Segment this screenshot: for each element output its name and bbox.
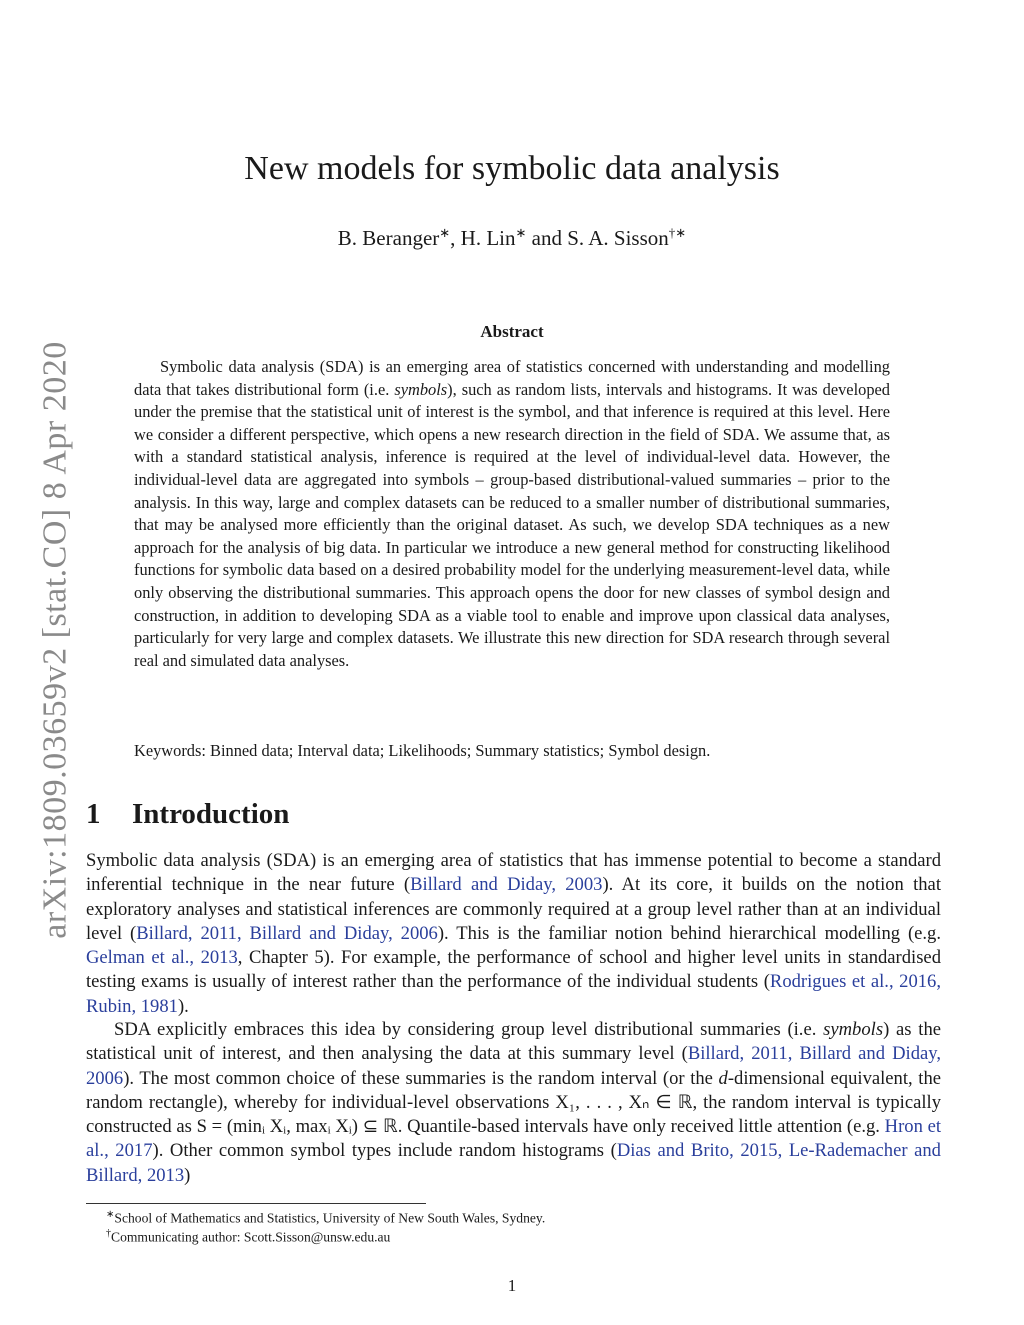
author-list (0, 225, 1024, 251)
paragraph-text: ). This is the familiar notion behind hierarchical modelling (e.g. (437, 922, 941, 944)
citation-link[interactable]: Dias and Brito, 2015, Le-Rademacher and Billard, 2013 (86, 1140, 941, 1186)
emphasis: d (718, 1067, 728, 1089)
paragraph-text: ). (177, 995, 189, 1017)
keywords: Keywords: Binned data; Interval data; Likelihoods; Summary statistics; Symbol design. (134, 741, 711, 760)
citation-link[interactable]: Billard, 2011, Billard and Diday, 2006 (86, 1043, 941, 1089)
abstract-text (134, 356, 890, 672)
abstract-text-part: Symbolic data analysis (SDA) is an emerging area of statistics concerned with understanding and modelling data that takes distributional form (i.e. (134, 357, 890, 399)
footnote-contact (106, 1228, 390, 1246)
author-separator: and (526, 226, 568, 250)
paragraph-text: ). The most common choice of these summaries is the random interval (or the (123, 1067, 719, 1089)
footnote-divider (86, 1203, 426, 1204)
paragraph-text: -dimensional equivalent, the random rectangle), whereby for individual-level observations X₁, . . . , Xₙ ∈ ℝ, the random interval is typically constructed as S = (minᵢ Xᵢ, maxᵢ Xᵢ) ⊆ ℝ. Quantile-based intervals have only received little attention (e.g. (86, 1067, 941, 1138)
author-name: H. Lin (460, 226, 516, 250)
footnote-mark: † (106, 1228, 111, 1239)
abstract-emphasis: symbols (394, 379, 448, 399)
section-title: Introduction (132, 798, 290, 830)
author-separator: , (450, 226, 461, 250)
author-name: B. Beranger (337, 226, 440, 250)
abstract-heading: Abstract (480, 322, 544, 341)
author-name: S. A. Sisson (567, 226, 669, 250)
intro-paragraph-1 (86, 849, 941, 1019)
emphasis: symbols (823, 1019, 884, 1040)
paragraph-text: ) as the statistical unit of interest, and then analysing the data at this summary level ( (86, 1019, 941, 1065)
footnote-text: School of Mathematics and Statistics, University of New South Wales, Sydney. (114, 1210, 546, 1226)
intro-paragraph-2 (86, 1018, 941, 1188)
citation-link[interactable]: Billard, 2011, Billard and Diday, 2006 (136, 922, 438, 944)
paragraph-text: ). At its core, it builds on the notion that exploratory analyses and statistical inferences are commonly required at a group level rather than at an individual level ( (86, 874, 941, 944)
arxiv-sidebar (36, 320, 76, 960)
paper-title: New models for symbolic data analysis (244, 150, 780, 187)
abstract-text-part: ), such as random lists, intervals and histograms. It was developed under the premise that the statistical unit of interest is the symbol, and that inference is required at this level. Here we consider a different perspective, which opens a new research direction in the field of SDA. We assume that, as with a standard statistical analysis, inference is required at the level of individual-level data. However, the individual-level data are aggregated into symbols – group-based distributional-valued summaries – prior to the analysis. In this way, large and complex datasets can be reduced to a smaller number of distributional summaries, that may be analysed more efficiently than the original dataset. As such, we develop SDA techniques as a new approach for the analysis of big data. In particular we introduce a new general method for constructing likelihood functions for symbolic data based on a desired probability model for the underlying measurement-level data, while only observing the distributional summaries. This approach opens the door for new classes of symbol design and construction, in addition to developing SDA as a viable tool to enable and improve upon classical data analyses, particularly for very large and complex datasets. We illustrate this new direction for SDA research through several real and simulated data analyses. (134, 379, 890, 670)
page-number: 1 (507, 1276, 517, 1295)
footnote-text: Communicating author: Scott.Sisson@unsw.edu.au (111, 1229, 391, 1245)
footnote-mark: ∗ (106, 1209, 115, 1220)
paragraph-text: ). Other common symbol types include random histograms ( (152, 1140, 617, 1162)
section-number: 1 (86, 798, 101, 830)
paragraph-text: , Chapter 5). For example, the performance of school and higher level units in standardised testing exams is usually of interest rather than the performance of the individual students ( (86, 947, 941, 993)
citation-link[interactable]: Hron et al., 2017 (86, 1116, 941, 1162)
footnote-affiliation (106, 1209, 545, 1227)
section-heading (86, 798, 289, 831)
paragraph-text: SDA explicitly embraces this idea by considering group level distributional summaries (i.e. (114, 1019, 824, 1040)
citation-link[interactable]: Gelman et al., 2013 (86, 947, 238, 969)
affiliation-mark: ∗ (515, 225, 527, 240)
citation-link[interactable]: Rodrigues et al., 2016, Rubin, 1981 (86, 971, 941, 1017)
affiliation-mark: †∗ (668, 225, 687, 240)
paragraph-text: Symbolic data analysis (SDA) is an emerging area of statistics that has immense potential to become a standard inferential technique in the near future ( (86, 850, 941, 896)
paragraph-text: ) (184, 1164, 191, 1186)
affiliation-mark: ∗ (439, 225, 451, 240)
arxiv-identifier: arXiv:1809.03659v2 [stat.CO] 8 Apr 2020 (37, 341, 75, 939)
citation-link[interactable]: Billard and Diday, 2003 (410, 874, 603, 896)
